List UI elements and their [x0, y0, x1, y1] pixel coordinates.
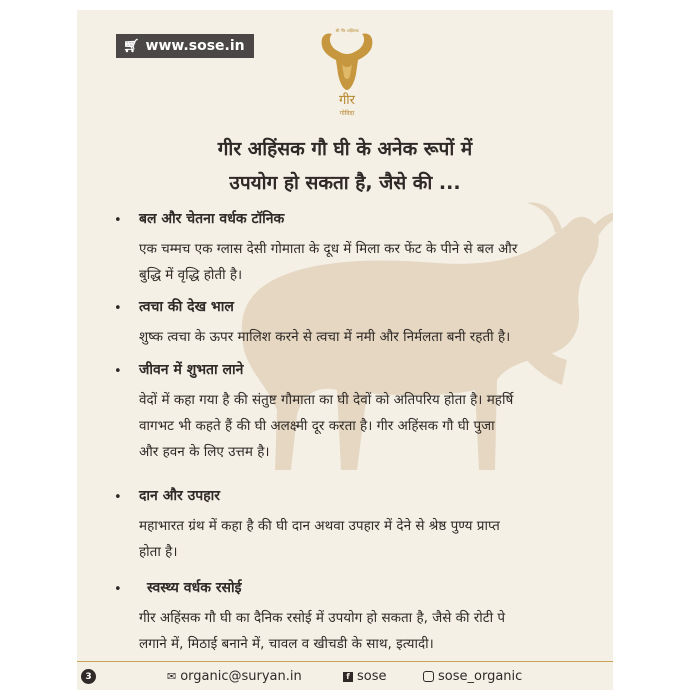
item-body: [139, 324, 579, 350]
headline-line-2: उपयोग हो सकता है, जैसे की ...: [229, 172, 461, 194]
brand-logo: [312, 24, 382, 124]
facebook-link[interactable]: [343, 669, 387, 684]
footer-divider: [77, 661, 613, 662]
item-body-line: और हवन के लिए उत्तम है।: [139, 444, 270, 460]
cart-icon: 🛒︎: [123, 38, 140, 54]
logo-tagline: श्री गीर अहिंसक: [335, 28, 359, 33]
item-body-line: वागभट भी कहते हैं की घी अलक्ष्मी दूर करता है। गीर अहिंसक गौ घी पुजा: [139, 418, 495, 434]
bullet-icon: •: [114, 490, 122, 505]
item-body-line: एक चम्मच एक ग्लास देसी गोमाता के दूध में मिला कर फेंट के पीने से बल और: [139, 241, 518, 257]
envelope-icon: ✉: [167, 670, 177, 683]
item-body: [139, 605, 579, 657]
item-body: [139, 387, 579, 465]
website-badge[interactable]: [116, 34, 254, 58]
item-title: बल और चेतना वर्धक टॉनिक: [139, 211, 285, 227]
item-body: [139, 513, 579, 565]
item-title: जीवन में शुभता लाने: [139, 362, 244, 378]
item-body-line: शुष्क त्वचा के ऊपर मालिश करने से त्वचा में नमी और निर्मलता बनी रहती है।: [139, 329, 511, 345]
instagram-link[interactable]: [423, 669, 522, 684]
item-body-line: गीर अहिंसक गौ घी का दैनिक रसोई में उपयोग हो सकता है, जैसे की रोटी पे: [139, 610, 506, 626]
email-text: organic@suryan.in: [180, 669, 302, 684]
item-body: [139, 236, 579, 288]
logo-brand: गीर: [338, 93, 355, 108]
item-title: त्वचा की देख भाल: [139, 299, 234, 315]
item-body-line: लगाने में, मिठाई बनाने में, चावल व खीचडी के साथ, इत्यादी।: [139, 636, 434, 652]
item-body-line: होता है।: [139, 544, 178, 560]
poster: [77, 10, 613, 690]
logo-sub: गोविदा: [339, 110, 355, 117]
bullet-icon: •: [114, 364, 122, 379]
item-body-line: महाभारत ग्रंथ में कहा है की घी दान अथवा उपहार में देने से श्रेष्ठ पुण्य प्राप्त: [139, 518, 500, 534]
page-number: 3: [81, 669, 96, 684]
email-link[interactable]: [167, 669, 302, 684]
website-url: www.sose.in: [145, 38, 245, 54]
facebook-text: sose: [357, 669, 387, 684]
headline: [77, 132, 613, 200]
bullet-icon: •: [114, 301, 122, 316]
bull-head-icon: [316, 24, 378, 96]
instagram-icon: [423, 671, 434, 682]
item-title: स्वस्थ्य वर्धक रसोई: [147, 580, 242, 596]
item-title: दान और उपहार: [139, 488, 221, 504]
headline-line-1: गीर अहिंसक गौ घी के अनेक रूपों में: [217, 138, 473, 160]
bullet-icon: •: [114, 582, 122, 597]
facebook-icon: f: [343, 672, 353, 682]
bullet-icon: •: [114, 213, 122, 228]
instagram-text: sose_organic: [438, 669, 523, 684]
footer: [77, 666, 613, 688]
item-body-line: वेदों में कहा गया है की संतुष्ट गौमाता का घी देवों को अतिपरिय होता है। महर्षि: [139, 392, 514, 408]
item-body-line: बुद्धि में वृद्धि होती है।: [139, 267, 243, 283]
